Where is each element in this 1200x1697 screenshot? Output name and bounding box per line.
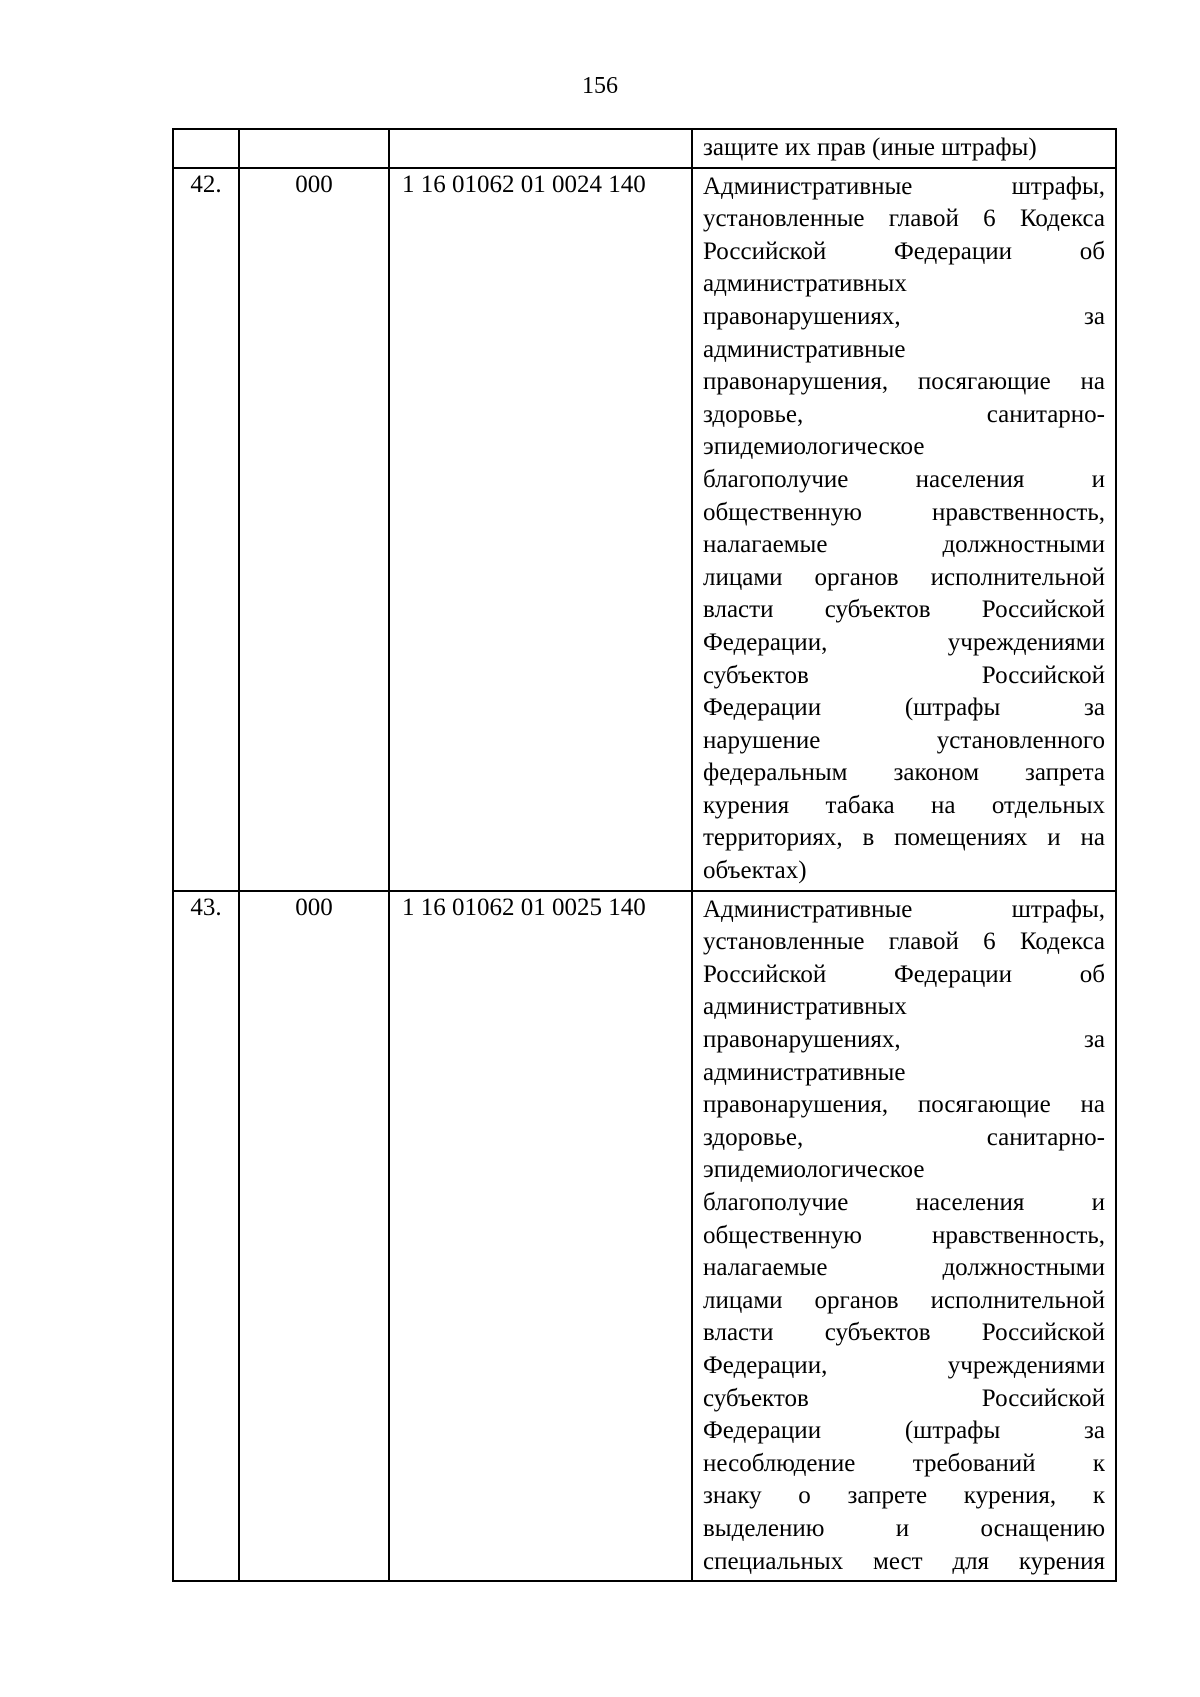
description-line: установленные главой 6 Кодекса	[703, 205, 1105, 233]
description-line: эпидемиологическое	[703, 433, 925, 461]
admin-code-cell-text: 000	[295, 170, 333, 198]
description-line: административных	[703, 993, 907, 1021]
admin-code-cell	[239, 891, 389, 1581]
description-cell	[692, 168, 1116, 891]
description-line: Федерации (штрафы за	[703, 694, 1105, 722]
description-line: территориях, в помещениях и на	[703, 824, 1105, 852]
description-cell	[692, 129, 1116, 168]
row-number-cell-text: 42.	[190, 170, 222, 198]
description-line: здоровье, санитарно-	[703, 400, 1105, 428]
description-line: курения табака на отдельных	[703, 791, 1105, 819]
budget-code-cell	[389, 168, 692, 891]
table-row	[173, 891, 1116, 1581]
description-line: субъектов Российской	[703, 1384, 1105, 1412]
description-line: знаку о запрете курения, к	[703, 1482, 1105, 1510]
description-line: правонарушениях, за	[703, 1026, 1105, 1054]
table-body	[173, 129, 1116, 1581]
description-line: лицами органов исполнительной	[703, 563, 1105, 591]
description-line: субъектов Российской	[703, 661, 1105, 689]
description-line: Российской Федерации об	[703, 960, 1105, 988]
description-cell	[692, 891, 1116, 1581]
description-line: административные	[703, 1058, 906, 1086]
description-line: выделению и оснащению	[703, 1514, 1105, 1542]
row-number-cell	[173, 129, 239, 168]
description-line: правонарушениях, за	[703, 302, 1105, 330]
row-number-cell-text: 43.	[190, 893, 222, 921]
description-line: благополучие населения и	[703, 1189, 1105, 1216]
description-line: общественную нравственность,	[703, 498, 1105, 526]
description-line: лицами органов исполнительной	[703, 1286, 1105, 1314]
page-number: 156	[582, 73, 618, 99]
description-line: благополучие населения и	[703, 465, 1105, 493]
description-line: налагаемые должностными	[703, 531, 1105, 559]
budget-code-cell	[389, 891, 692, 1581]
budget-code-cell-text: 1 16 01062 01 0024 140	[402, 170, 646, 198]
description-line: Федерации, учреждениями	[703, 1351, 1105, 1379]
budget-code-cell	[389, 129, 692, 168]
description-line: эпидемиологическое	[703, 1156, 925, 1184]
description-line: Федерации, учреждениями	[703, 628, 1105, 656]
table-row	[173, 129, 1116, 168]
description-line: правонарушения, посягающие на	[703, 368, 1105, 396]
description-line: Российской Федерации об	[703, 237, 1105, 265]
description-line: административных	[703, 270, 907, 298]
description-line: власти субъектов Российской	[703, 596, 1105, 624]
description-line: Административные штрафы,	[703, 172, 1105, 200]
description-line: здоровье, санитарно-	[703, 1123, 1105, 1151]
description-line: Федерации (штрафы за	[703, 1417, 1105, 1445]
admin-code-cell	[239, 168, 389, 891]
description-line: правонарушения, посягающие на	[703, 1091, 1105, 1119]
description-line: власти субъектов Российской	[703, 1319, 1105, 1347]
description-line: объектах)	[703, 857, 807, 885]
description-line: налагаемые должностными	[703, 1254, 1105, 1282]
description-line: специальных мест для курения	[703, 1547, 1105, 1575]
description-line: несоблюдение требований к	[703, 1449, 1105, 1477]
description-line: защите их прав (иные штрафы)	[703, 134, 1037, 161]
description-line: административные	[703, 335, 906, 363]
description-line: нарушение установленного	[703, 726, 1105, 754]
description-line: установленные главой 6 Кодекса	[703, 928, 1105, 956]
budget-codes-table	[172, 128, 1117, 1582]
table-row	[173, 168, 1116, 891]
description-line: общественную нравственность,	[703, 1221, 1105, 1249]
admin-code-cell-text: 000	[295, 893, 333, 921]
admin-code-cell	[239, 129, 389, 168]
description-line: Административные штрафы,	[703, 895, 1105, 923]
row-number-cell	[173, 168, 239, 891]
budget-code-cell-text: 1 16 01062 01 0025 140	[402, 893, 646, 921]
row-number-cell	[173, 891, 239, 1581]
description-line: федеральным законом запрета	[703, 759, 1105, 787]
